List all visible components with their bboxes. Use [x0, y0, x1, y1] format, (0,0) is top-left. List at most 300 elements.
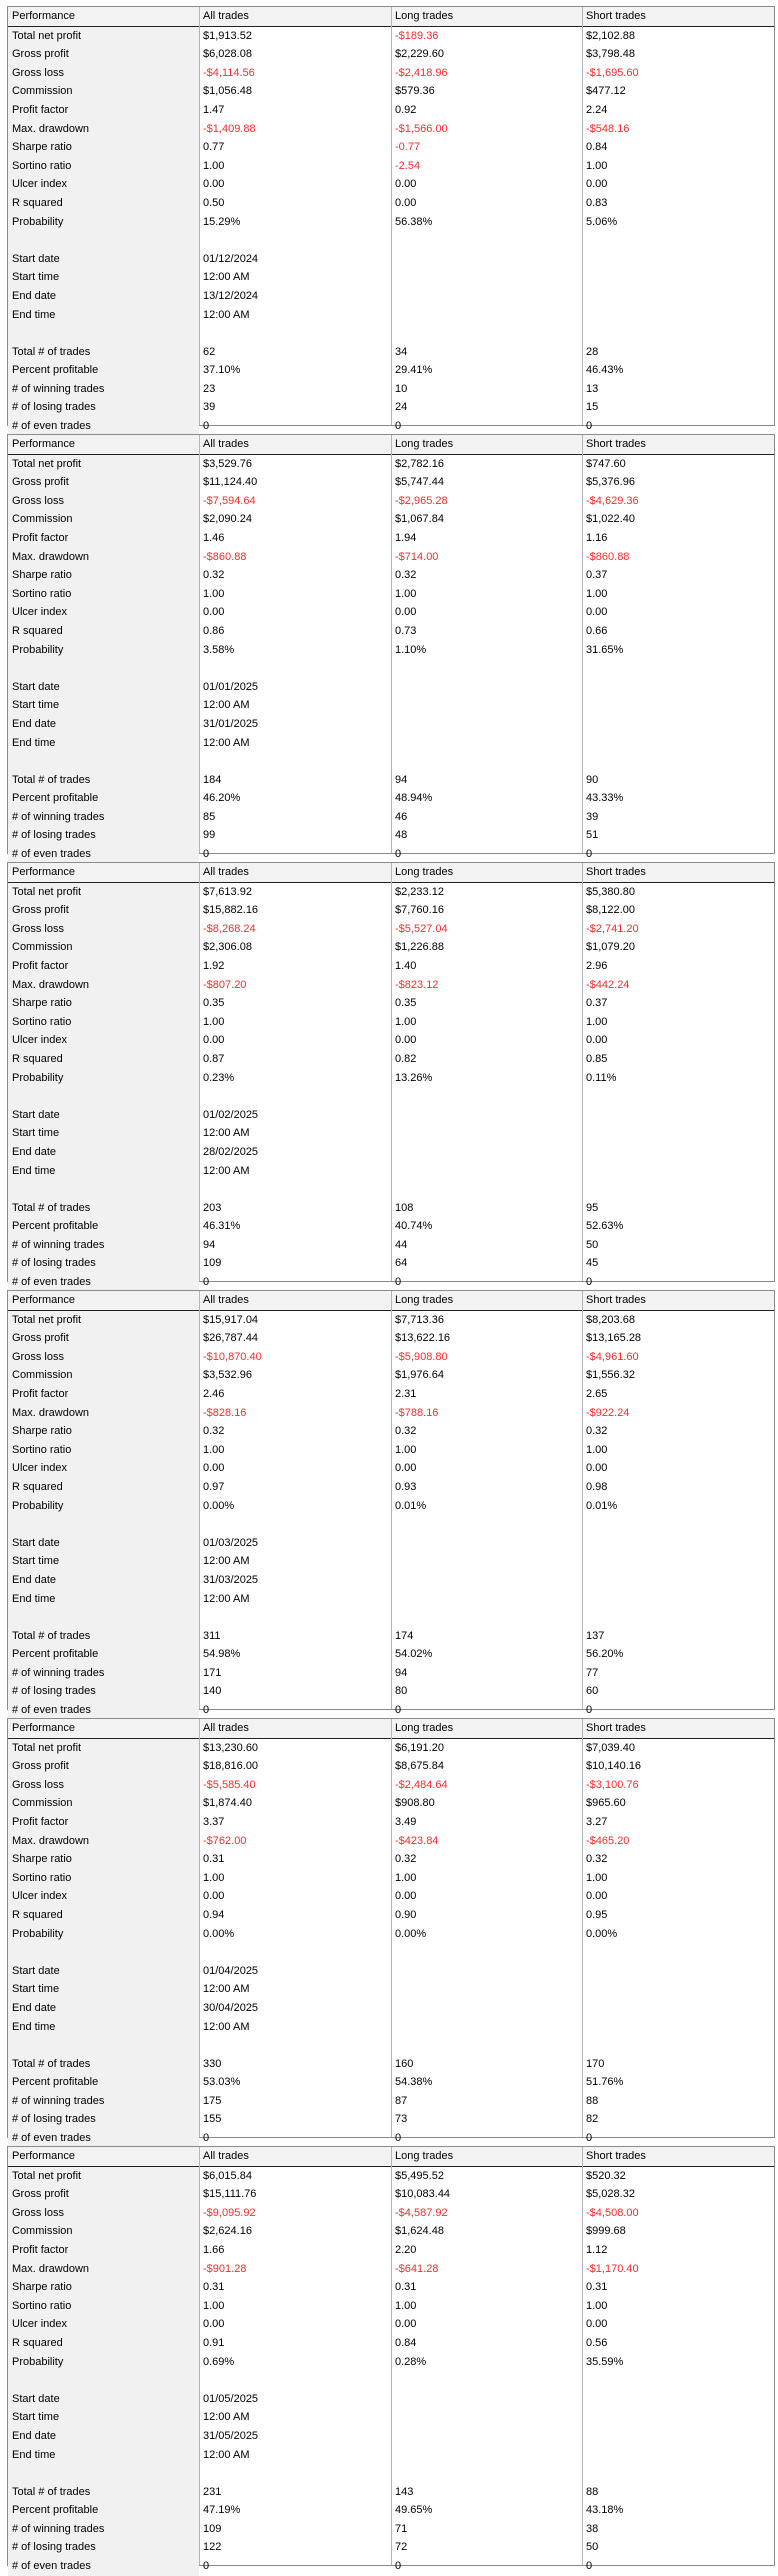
long-trades-value: -$714.00 [395, 550, 439, 563]
short-trades-value: $8,122.00 [586, 904, 635, 917]
long-trades-value: $2,782.16 [395, 457, 444, 470]
long-trades-value: 0.84 [395, 2336, 417, 2349]
long-trades-value: 94 [395, 773, 408, 786]
metric-label: Sharpe ratio [8, 2278, 199, 2297]
short-trades-value [582, 678, 774, 697]
long-trades-value: 29.41% [395, 364, 433, 377]
long-trades-value: $2,229.60 [395, 48, 444, 61]
metric-label: # of winning trades [8, 1236, 199, 1255]
all-trades-value: -$1,409.88 [203, 122, 256, 135]
short-trades-value: 0 [586, 1704, 593, 1717]
long-trades-value [391, 2446, 582, 2465]
short-trades-value: 50 [586, 2541, 599, 2554]
metric-label: Percent profitable [8, 1645, 199, 1664]
all-trades-value: -$5,585.40 [203, 1778, 256, 1791]
all-trades-value [199, 1608, 391, 1627]
all-trades-value: $15,882.16 [203, 904, 259, 917]
long-trades-value [391, 1980, 582, 1999]
short-trades-value: 137 [586, 1629, 605, 1642]
all-trades-value: 46.20% [203, 792, 241, 805]
long-trades-value: 2.20 [395, 2243, 417, 2256]
short-trades-value: 2.24 [586, 103, 608, 116]
short-trades-value: 0 [586, 2560, 593, 2573]
short-trades-value: 0 [586, 848, 593, 861]
all-trades-value: 01/05/2025 [203, 2392, 259, 2405]
long-trades-value [391, 1124, 582, 1143]
short-trades-value [582, 1980, 774, 1999]
all-trades-value: 1.66 [203, 2243, 225, 2256]
long-trades-value: 87 [395, 2094, 408, 2107]
long-trades-value [391, 1143, 582, 1162]
short-trades-value: $965.60 [586, 1797, 626, 1810]
metric-label: Total net profit [8, 27, 199, 46]
column-divider [199, 435, 200, 853]
header-short-trades: Short trades [586, 866, 646, 878]
short-trades-value: $5,028.32 [586, 2188, 635, 2201]
metric-label: Start time [8, 1124, 199, 1143]
long-trades-value: 49.65% [395, 2504, 433, 2517]
all-trades-value: $7,613.92 [203, 885, 252, 898]
all-trades-value: 28/02/2025 [203, 1145, 259, 1158]
short-trades-value: 5.06% [586, 215, 618, 228]
long-trades-value: 0.00 [395, 1034, 417, 1047]
long-trades-value: 174 [395, 1629, 414, 1642]
all-trades-value: -$4,114.56 [203, 66, 255, 79]
metric-label: End date [8, 1571, 199, 1590]
short-trades-value: -$860.88 [586, 550, 630, 563]
all-trades-value: 0.00 [203, 178, 225, 191]
column-divider [582, 1291, 583, 1709]
short-trades-value: 88 [586, 2485, 599, 2498]
metric-label: Start date [8, 1962, 199, 1981]
performance-table [7, 2146, 775, 2573]
long-trades-value: -$641.28 [395, 2262, 439, 2275]
all-trades-value: $1,913.52 [203, 29, 252, 42]
all-trades-value: 30/04/2025 [203, 2001, 259, 2014]
all-trades-value: 203 [203, 1201, 222, 1214]
all-trades-value: 12:00 AM [203, 271, 250, 284]
all-trades-value [199, 1180, 391, 1199]
all-trades-value: -$8,268.24 [203, 922, 256, 935]
metric-label: End date [8, 2427, 199, 2446]
all-trades-value: 0.00 [203, 1034, 225, 1047]
metric-label: Percent profitable [8, 2073, 199, 2092]
all-trades-value: 1.00 [203, 1015, 225, 1028]
metric-label: Sortino ratio [8, 2297, 199, 2316]
metric-label: Total # of trades [8, 2055, 199, 2074]
metric-label: Start date [8, 250, 199, 269]
short-trades-value [582, 715, 774, 734]
short-trades-value: 1.00 [586, 1443, 608, 1456]
long-trades-value [391, 734, 582, 753]
short-trades-value: 0.01% [586, 1499, 618, 1512]
metric-label: Ulcer index [8, 2315, 199, 2334]
short-trades-value: 0.56 [586, 2336, 608, 2349]
metric-label: Profit factor [8, 2241, 199, 2260]
short-trades-value: 0.32 [586, 1425, 608, 1438]
all-trades-value: $13,230.60 [203, 1741, 259, 1754]
metric-label: Sortino ratio [8, 1869, 199, 1888]
metric-label: Sortino ratio [8, 157, 199, 176]
metric-label: Ulcer index [8, 603, 199, 622]
metric-label: Max. drawdown [8, 548, 199, 567]
long-trades-value: 1.40 [395, 959, 417, 972]
long-trades-value: -$189.36 [395, 29, 439, 42]
all-trades-value: 0 [203, 420, 210, 433]
all-trades-value: 13/12/2024 [203, 289, 259, 302]
header-long-trades: Long trades [395, 1294, 454, 1306]
long-trades-value: 48.94% [395, 792, 433, 805]
short-trades-value [582, 2036, 774, 2055]
all-trades-value: 1.00 [203, 1871, 225, 1884]
metric-label: Start time [8, 696, 199, 715]
short-trades-value: $7,039.40 [586, 1741, 635, 1754]
all-trades-value: $6,015.84 [203, 2169, 252, 2182]
all-trades-value: 0.94 [203, 1908, 225, 1921]
short-trades-value [582, 1590, 774, 1609]
metric-label: R squared [8, 1478, 199, 1497]
long-trades-value: $1,226.88 [395, 941, 444, 954]
long-trades-value: 0 [395, 2560, 402, 2573]
short-trades-value: $3,798.48 [586, 48, 635, 61]
long-trades-value [391, 678, 582, 697]
short-trades-value: 0.11% [586, 1071, 617, 1084]
short-trades-value: $1,556.32 [586, 1369, 635, 1382]
all-trades-value: $3,532.96 [203, 1369, 252, 1382]
all-trades-value: 122 [203, 2541, 222, 2554]
long-trades-value [391, 1180, 582, 1199]
all-trades-value: -$7,594.64 [203, 494, 256, 507]
short-trades-value: -$1,695.60 [586, 66, 639, 79]
all-trades-value: -$9,095.92 [203, 2206, 256, 2219]
column-divider [582, 1719, 583, 2137]
metric-label: Commission [8, 938, 199, 957]
long-trades-value: -$4,587.92 [395, 2206, 448, 2219]
all-trades-value [199, 1087, 391, 1106]
metric-label [8, 2464, 199, 2483]
short-trades-value: 2.96 [586, 959, 608, 972]
all-trades-value: 155 [203, 2113, 222, 2126]
metric-label: Start time [8, 2408, 199, 2427]
all-trades-value: 0.00 [203, 1462, 225, 1475]
long-trades-value: 1.00 [395, 1443, 417, 1456]
all-trades-value: -$807.20 [203, 978, 247, 991]
metric-label: # of even trades [8, 1273, 199, 1292]
all-trades-value: 31/03/2025 [203, 1573, 259, 1586]
column-divider [391, 863, 392, 1281]
header-all-trades: All trades [203, 2150, 249, 2162]
short-trades-value [582, 306, 774, 325]
long-trades-value: -$423.84 [395, 1834, 439, 1847]
all-trades-value: 171 [203, 1666, 222, 1679]
short-trades-value [582, 1552, 774, 1571]
short-trades-value: 0.98 [586, 1480, 608, 1493]
short-trades-value: 0.85 [586, 1052, 608, 1065]
column-divider [391, 1719, 392, 2137]
long-trades-value: -$788.16 [395, 1406, 439, 1419]
all-trades-value: 12:00 AM [203, 2020, 250, 2033]
metric-label: R squared [8, 622, 199, 641]
long-trades-value: 0 [395, 1276, 402, 1289]
long-trades-value: 64 [395, 1257, 408, 1270]
all-trades-value [199, 231, 391, 250]
metric-label: # of even trades [8, 1701, 199, 1720]
all-trades-value [199, 752, 391, 771]
column-divider [391, 7, 392, 425]
metric-label: Probability [8, 213, 199, 232]
long-trades-value: 94 [395, 1666, 408, 1679]
column-divider [582, 2147, 583, 2565]
short-trades-value [582, 1124, 774, 1143]
metric-label: Sharpe ratio [8, 138, 199, 157]
metric-label: End time [8, 1590, 199, 1609]
metric-label: Start time [8, 1980, 199, 1999]
long-trades-value: 160 [395, 2057, 414, 2070]
metric-label: R squared [8, 2334, 199, 2353]
metric-label: Start date [8, 678, 199, 697]
short-trades-value [582, 1571, 774, 1590]
long-trades-value: -$2,484.64 [395, 1778, 448, 1791]
header-short-trades: Short trades [586, 438, 646, 450]
metric-label: Probability [8, 1069, 199, 1088]
short-trades-value [582, 696, 774, 715]
short-trades-value: 1.00 [586, 587, 608, 600]
short-trades-value: 95 [586, 1201, 599, 1214]
long-trades-value: 0.82 [395, 1052, 417, 1065]
all-trades-value: 01/04/2025 [203, 1964, 259, 1977]
metric-label: R squared [8, 1906, 199, 1925]
long-trades-value: $5,495.52 [395, 2169, 444, 2182]
short-trades-value: 56.20% [586, 1648, 624, 1661]
short-trades-value: 13 [586, 382, 599, 395]
long-trades-value: 40.74% [395, 1220, 433, 1233]
column-divider [582, 7, 583, 425]
long-trades-value: 0.00 [395, 196, 417, 209]
long-trades-value: -$823.12 [395, 978, 439, 991]
long-trades-value: $6,191.20 [395, 1741, 444, 1754]
all-trades-value: 53.03% [203, 2076, 241, 2089]
all-trades-value: 12:00 AM [203, 2448, 250, 2461]
long-trades-value [391, 2427, 582, 2446]
all-trades-value: 3.58% [203, 643, 235, 656]
performance-table [7, 862, 775, 1289]
metric-label: Total net profit [8, 1311, 199, 1330]
short-trades-value: $5,380.80 [586, 885, 635, 898]
header-short-trades: Short trades [586, 2150, 646, 2162]
long-trades-value: 0 [395, 420, 402, 433]
long-trades-value: 0.00 [395, 606, 417, 619]
short-trades-value [582, 1106, 774, 1125]
short-trades-value: -$1,170.40 [586, 2262, 639, 2275]
all-trades-value: 0 [203, 1276, 210, 1289]
short-trades-value: -$2,741.20 [586, 922, 639, 935]
long-trades-value: 72 [395, 2541, 408, 2554]
metric-label: # of winning trades [8, 808, 199, 827]
long-trades-value: 1.94 [395, 531, 417, 544]
short-trades-value: 0.66 [586, 624, 608, 637]
short-trades-value: 31.65% [586, 643, 624, 656]
long-trades-value [391, 306, 582, 325]
metric-label: Probability [8, 1925, 199, 1944]
long-trades-value [391, 1608, 582, 1627]
metric-label: # of even trades [8, 2129, 199, 2148]
long-trades-value [391, 1162, 582, 1181]
metric-label: Total net profit [8, 1739, 199, 1758]
column-divider [199, 1719, 200, 2137]
short-trades-value: 0.00 [586, 1462, 608, 1475]
all-trades-value: 0.91 [203, 2336, 225, 2349]
metric-label: End date [8, 287, 199, 306]
metric-label: Ulcer index [8, 175, 199, 194]
metric-label: Max. drawdown [8, 1404, 199, 1423]
metric-label: Total net profit [8, 2167, 199, 2186]
metric-label: Gross loss [8, 920, 199, 939]
metric-label: Ulcer index [8, 1031, 199, 1050]
metric-label: End date [8, 715, 199, 734]
short-trades-value [582, 2390, 774, 2409]
all-trades-value: 12:00 AM [203, 1592, 250, 1605]
header-all-trades: All trades [203, 10, 249, 22]
short-trades-value: 0.37 [586, 997, 608, 1010]
all-trades-value: $15,917.04 [203, 1313, 259, 1326]
all-trades-value: $26,787.44 [203, 1332, 259, 1345]
short-trades-value [582, 2446, 774, 2465]
metric-label: Gross loss [8, 1348, 199, 1367]
column-divider [582, 863, 583, 1281]
long-trades-value: -$5,527.04 [395, 922, 448, 935]
short-trades-value [582, 1180, 774, 1199]
long-trades-value [391, 2390, 582, 2409]
all-trades-value: 311 [203, 1629, 221, 1642]
long-trades-value: -0.77 [395, 141, 421, 154]
all-trades-value: 184 [203, 773, 222, 786]
header-all-trades: All trades [203, 438, 249, 450]
column-divider [199, 863, 200, 1281]
long-trades-value: $13,622.16 [395, 1332, 451, 1345]
long-trades-value [391, 1999, 582, 2018]
metric-label: Gross profit [8, 901, 199, 920]
long-trades-value [391, 2464, 582, 2483]
long-trades-value [391, 1590, 582, 1609]
short-trades-value: 0 [586, 2132, 593, 2145]
long-trades-value [391, 752, 582, 771]
metric-label [8, 1515, 199, 1534]
metric-label: Commission [8, 1794, 199, 1813]
long-trades-value: 80 [395, 1685, 408, 1698]
short-trades-value: 38 [586, 2522, 599, 2535]
short-trades-value: 90 [586, 773, 599, 786]
header-performance: Performance [8, 1719, 199, 1738]
short-trades-value [582, 734, 774, 753]
all-trades-value: 0.23% [203, 1071, 235, 1084]
metric-label: Start date [8, 1534, 199, 1553]
all-trades-value: 12:00 AM [203, 1127, 250, 1140]
short-trades-value: 1.00 [586, 1871, 608, 1884]
short-trades-value [582, 659, 774, 678]
long-trades-value: 0.92 [395, 103, 417, 116]
long-trades-value: 0.28% [395, 2355, 427, 2368]
metric-label [8, 2036, 199, 2055]
short-trades-value: 0.83 [586, 196, 608, 209]
short-trades-value: 51.76% [586, 2076, 624, 2089]
all-trades-value [199, 659, 391, 678]
short-trades-value [582, 2408, 774, 2427]
all-trades-value: -$762.00 [203, 1834, 247, 1847]
all-trades-value: $11,124.40 [203, 476, 258, 489]
long-trades-value: 0.35 [395, 997, 417, 1010]
metric-label: Start date [8, 1106, 199, 1125]
long-trades-value [391, 1087, 582, 1106]
metric-label [8, 1180, 199, 1199]
metric-label: Probability [8, 1497, 199, 1516]
metric-label: Gross profit [8, 1757, 199, 1776]
long-trades-value: 44 [395, 1238, 408, 1251]
long-trades-value [391, 696, 582, 715]
long-trades-value: -$5,908.80 [395, 1350, 448, 1363]
metric-label: # of even trades [8, 845, 199, 864]
long-trades-value [391, 715, 582, 734]
all-trades-value: 1.00 [203, 587, 225, 600]
short-trades-value [582, 1608, 774, 1627]
short-trades-value [582, 250, 774, 269]
long-trades-value: 1.00 [395, 587, 417, 600]
metric-label: Percent profitable [8, 789, 199, 808]
short-trades-value: 0.00 [586, 606, 608, 619]
short-trades-value: 39 [586, 810, 599, 823]
header-long-trades: Long trades [395, 438, 454, 450]
short-trades-value: 0 [586, 1276, 593, 1289]
all-trades-value: 01/12/2024 [203, 252, 259, 265]
header-performance: Performance [8, 2147, 199, 2166]
all-trades-value: 01/02/2025 [203, 1108, 259, 1121]
long-trades-value: $7,760.16 [395, 904, 444, 917]
long-trades-value: 1.00 [395, 2299, 417, 2312]
long-trades-value [391, 659, 582, 678]
long-trades-value: 1.10% [395, 643, 427, 656]
long-trades-value [391, 324, 582, 343]
all-trades-value: 0 [203, 2132, 210, 2145]
column-divider [391, 2147, 392, 2565]
metric-label: Max. drawdown [8, 2260, 199, 2279]
metric-label: Total net profit [8, 883, 199, 902]
long-trades-value: 56.38% [395, 215, 433, 228]
metric-label: Profit factor [8, 1813, 199, 1832]
metric-label [8, 659, 199, 678]
all-trades-value: 31/01/2025 [203, 717, 259, 730]
metric-label: Sharpe ratio [8, 1422, 199, 1441]
all-trades-value: -$10,870.40 [203, 1350, 262, 1363]
short-trades-value: $10,140.16 [586, 1760, 642, 1773]
long-trades-value: 0.90 [395, 1908, 417, 1921]
metric-label: End time [8, 2018, 199, 2037]
metric-label: Max. drawdown [8, 120, 199, 139]
short-trades-value [582, 231, 774, 250]
metric-label: Total # of trades [8, 771, 199, 790]
short-trades-value: 43.18% [586, 2504, 624, 2517]
header-all-trades: All trades [203, 866, 249, 878]
all-trades-value [199, 324, 391, 343]
all-trades-value: 2.46 [203, 1387, 225, 1400]
long-trades-value [391, 250, 582, 269]
short-trades-value: 0.31 [586, 2281, 608, 2294]
short-trades-value: 43.33% [586, 792, 624, 805]
long-trades-value: $1,067.84 [395, 513, 444, 526]
short-trades-value: 60 [586, 1685, 599, 1698]
metric-label: # of losing trades [8, 2110, 199, 2129]
short-trades-value [582, 2427, 774, 2446]
performance-panels [7, 6, 775, 2573]
metric-label: Sortino ratio [8, 585, 199, 604]
